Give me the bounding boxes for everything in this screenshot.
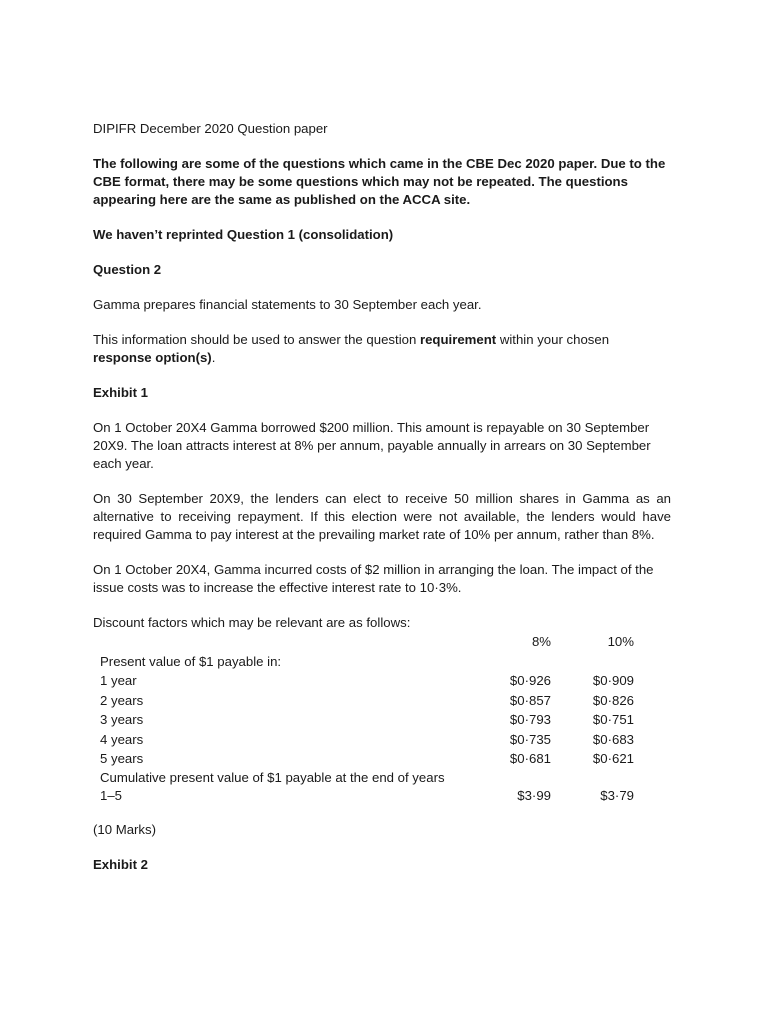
row-label: 3 years — [100, 712, 144, 727]
row-label: 1 year — [100, 673, 137, 688]
table-row — [93, 730, 671, 750]
table-header-row — [93, 632, 671, 652]
row-label: 2 years — [100, 692, 144, 708]
marks-label: (10 Marks) — [93, 822, 157, 837]
not-reprinted-note: We haven’t reprinted Question 1 (consolidation) — [93, 227, 394, 242]
requirement-term: requirement — [419, 332, 497, 347]
factor-10: $0·909 — [592, 673, 634, 688]
info-instruction — [93, 331, 671, 367]
discount-intro: Discount factors which may be relevant are as follows: — [93, 615, 411, 630]
cumulative-row — [93, 786, 671, 806]
loan-paragraph: On 1 October 20X4 Gamma borrowed $200 million. This amount is repayable on 30 September 20X9. The loan attracts interest at 8% per annum, payable annually in arrears on 30 September each year. — [93, 420, 651, 471]
factor-8: $0·735 — [509, 731, 551, 747]
table-row — [93, 710, 671, 730]
factor-10: $0·826 — [592, 692, 634, 708]
response-option-term: response option(s) — [93, 350, 212, 365]
table-row — [93, 691, 671, 711]
factor-10: $0·751 — [592, 712, 634, 727]
discount-factor-table — [93, 632, 671, 805]
document-title: DIPIFR December 2020 Question paper — [93, 121, 328, 136]
conversion-paragraph: On 30 September 20X9, the lenders can elect to receive 50 million shares in Gamma as an alternative to receiving repayment. If this election were not available, the lenders would have required Gamma to pay interest at the prevailing market rate of 10% per annum, rather than 8%. — [93, 491, 671, 542]
issue-costs-paragraph: On 1 October 20X4, Gamma incurred costs of $2 million in arranging the loan. The impact of the issue costs was to increase the effective interest rate to 10·3%. — [93, 562, 654, 595]
rate-10-header: 10% — [607, 634, 634, 649]
info-text-1: This information should be used to answer the question — [93, 332, 420, 347]
info-text-2: within your chosen — [496, 332, 610, 347]
gamma-statement: Gamma prepares financial statements to 30 September each year. — [93, 297, 482, 312]
table-row — [93, 749, 671, 769]
question-paper-page — [93, 120, 671, 874]
pv-label: Present value of $1 payable in: — [100, 653, 282, 669]
pv-label-row — [93, 652, 671, 672]
factor-8: $0·681 — [509, 751, 551, 766]
factor-10: $0·683 — [592, 731, 634, 747]
exhibit-1-heading: Exhibit 1 — [93, 385, 148, 400]
exhibit-2-heading: Exhibit 2 — [93, 857, 148, 872]
factor-8: $0·857 — [509, 692, 551, 708]
table-row — [93, 671, 671, 691]
cumulative-factor-10: $3·79 — [600, 787, 634, 803]
factor-8: $0·926 — [509, 673, 551, 688]
row-label: 5 years — [100, 751, 144, 766]
rate-8-header: 8% — [531, 634, 551, 649]
factor-8: $0·793 — [509, 712, 551, 727]
cumulative-factor-8: $3·99 — [517, 787, 551, 803]
factor-10: $0·621 — [592, 751, 634, 766]
cumulative-label-row — [93, 769, 671, 786]
intro-paragraph: The following are some of the questions which came in the CBE Dec 2020 paper. Due to the CBE format, there may be some questions which may not be repeated. The questions appearing here are the same as published on the ACCA site. — [93, 156, 666, 207]
row-label: 4 years — [100, 731, 144, 747]
cumulative-years-label: 1–5 — [100, 787, 123, 803]
info-text-3: . — [211, 350, 216, 365]
question-heading: Question 2 — [93, 262, 162, 277]
cumulative-label: Cumulative present value of $1 payable at the end of years — [100, 769, 445, 785]
